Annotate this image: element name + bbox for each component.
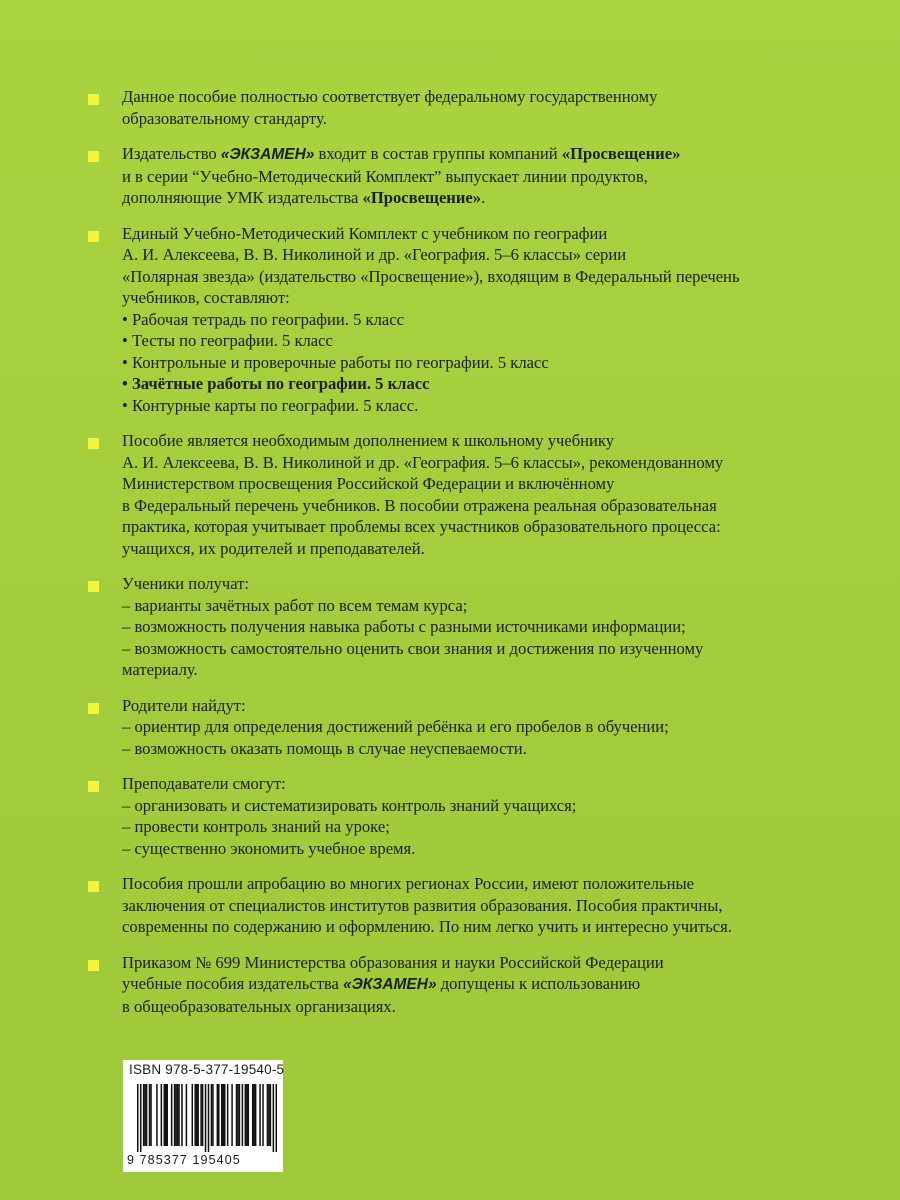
barcode-bar: [178, 1084, 180, 1146]
text-segment: – ориентир для определения достижений ребёнка и его пробелов в обучении;: [122, 717, 669, 736]
text-segment: в Федеральный перечень учебников. В пособии отражена реальная образовательная: [122, 495, 717, 515]
info-block: [88, 86, 878, 129]
square-bullet-icon: [88, 94, 99, 105]
text-segment: Приказом № 699 Министерства образования и науки Российской Федерации: [122, 952, 664, 972]
text-line: [122, 873, 878, 895]
text-line: [122, 166, 878, 188]
text-segment: – возможность самостоятельно оценить свои знания и достижения по изученному: [122, 638, 704, 658]
barcode-bar: [196, 1084, 198, 1146]
text-segment: А. И. Алексеева, В. В. Николиной и др. «География. 5–6 классы» серии: [122, 245, 627, 264]
barcode-bar: [255, 1084, 257, 1146]
barcode-bar: [245, 1084, 247, 1146]
text-segment: • Рабочая тетрадь по географии. 5 класс: [122, 309, 404, 329]
text-segment: «Просвещение»: [362, 188, 482, 207]
text-line: [122, 738, 878, 760]
barcode-bar: [177, 1084, 179, 1146]
barcode-bar: [268, 1084, 270, 1146]
text-segment: Министерством просвещения Российской Федерации и включённому: [122, 474, 615, 493]
text-segment: «Полярная звезда» (издательство «Просвещение»), входящим в Федеральный перечень: [122, 266, 740, 286]
text-segment: А. И. Алексеева, В. В. Николиной и др. «География. 5–6 классы», рекомендованному: [122, 452, 724, 472]
text-segment: • Тесты по географии. 5 класс: [122, 331, 333, 350]
text-line: [122, 352, 878, 374]
info-block: [88, 773, 878, 859]
barcode-bar: [246, 1084, 248, 1146]
square-bullet-icon: [88, 151, 99, 162]
barcode-bar: [175, 1084, 177, 1146]
text-segment: Издательство: [122, 144, 221, 163]
barcode-bar: [144, 1084, 146, 1146]
barcode-bar: [239, 1084, 241, 1146]
barcode-bar: [197, 1084, 199, 1146]
text-line: [122, 773, 878, 795]
barcode-bar: [267, 1084, 269, 1146]
info-block: [88, 952, 878, 1018]
text-segment: – существенно экономить учебное время.: [122, 838, 416, 858]
barcode-bar: [202, 1084, 204, 1146]
barcode-bar: [242, 1084, 244, 1146]
barcode-bar: [149, 1084, 151, 1146]
barcode-bar: [217, 1084, 219, 1146]
barcode-bar: [165, 1084, 167, 1146]
barcode-bar: [146, 1084, 148, 1146]
text-segment: и в серии “Учебно-Методический Комплект” выпускает линии продуктов,: [122, 166, 648, 186]
text-line: [122, 516, 878, 538]
text-line: [122, 795, 878, 817]
barcode-bar: [140, 1084, 142, 1152]
text-segment: учебные пособия издательства: [122, 974, 344, 993]
barcode-bar: [236, 1084, 238, 1146]
isbn-panel: [123, 1060, 283, 1172]
text-line: [122, 538, 878, 560]
barcode-bar: [192, 1084, 194, 1146]
text-line: [122, 143, 878, 166]
barcode-bar: [150, 1084, 152, 1146]
text-line: [122, 244, 878, 266]
barcode-bar: [166, 1084, 168, 1146]
text-line: [122, 838, 878, 860]
text-segment: входит в состав группы компаний: [314, 144, 562, 163]
square-bullet-icon: [88, 438, 99, 449]
barcode-bar: [156, 1084, 158, 1146]
text-segment: Преподаватели смогут:: [122, 774, 286, 793]
barcode-bar: [143, 1084, 145, 1146]
text-line: [122, 452, 878, 474]
text-segment: «ЭКЗАМЕН»: [220, 146, 315, 163]
text-segment: заключения от специалистов институтов развития образования. Пособия практичны,: [122, 895, 723, 915]
text-segment: • Контрольные и проверочные работы по географии. 5 класс: [122, 352, 549, 372]
barcode-bar: [194, 1084, 196, 1146]
barcode-bar: [262, 1084, 264, 1146]
text-segment: «Просвещение»: [561, 144, 681, 163]
barcode-bar: [174, 1084, 176, 1146]
text-line: [122, 108, 878, 130]
content-blocks: [88, 86, 878, 1031]
square-bullet-icon: [88, 881, 99, 892]
text-line: [122, 330, 878, 352]
text-segment: современны по содержанию и оформлению. По ним легко учить и интересно учиться.: [122, 917, 732, 936]
barcode-bar: [211, 1084, 213, 1146]
barcode-bar: [273, 1084, 275, 1152]
info-block: [88, 143, 878, 209]
text-segment: Данное пособие полностью соответствует федеральному государственному: [122, 87, 658, 106]
text-segment: Родители найдут:: [122, 695, 246, 715]
info-block: [88, 573, 878, 681]
text-segment: – организовать и систематизировать контроль знаний учащихся;: [122, 795, 577, 815]
barcode-bar: [205, 1084, 207, 1152]
text-line: [122, 395, 878, 417]
text-segment: учебников, составляют:: [122, 288, 290, 307]
barcode-bar: [270, 1084, 272, 1146]
text-line: [122, 373, 878, 395]
square-bullet-icon: [88, 960, 99, 971]
text-line: [122, 973, 878, 996]
square-bullet-icon: [88, 703, 99, 714]
text-line: [122, 309, 878, 331]
text-segment: образовательному стандарту.: [122, 108, 327, 128]
info-block: [88, 695, 878, 760]
text-segment: • Контурные карты по географии. 5 класс.: [122, 395, 419, 415]
text-segment: учащихся, их родителей и преподавателей.: [122, 538, 425, 558]
text-segment: допущены к использованию: [436, 974, 641, 993]
barcode-bar: [252, 1084, 254, 1146]
text-line: [122, 895, 878, 917]
text-line: [122, 952, 878, 974]
text-line: [122, 573, 878, 595]
text-line: [122, 266, 878, 288]
barcode-bar: [164, 1084, 166, 1146]
barcode-bar: [171, 1084, 173, 1146]
text-segment: Ученики получат:: [122, 574, 249, 593]
square-bullet-icon: [88, 231, 99, 242]
text-segment: • Зачётные работы по географии. 5 класс: [122, 374, 430, 393]
info-block: [88, 873, 878, 938]
text-segment: Пособие является необходимым дополнением к школьному учебнику: [122, 431, 615, 450]
barcode-bar: [161, 1084, 163, 1146]
barcode-bar: [221, 1084, 223, 1146]
text-segment: дополняющие УМК издательства: [122, 188, 363, 207]
text-line: [122, 473, 878, 495]
text-segment: «ЭКЗАМЕН»: [343, 976, 437, 993]
text-line: [122, 86, 878, 108]
barcode-bar: [248, 1084, 250, 1146]
barcode-bar: [276, 1084, 277, 1152]
text-line: [122, 716, 878, 738]
text-line: [122, 816, 878, 838]
text-segment: – провести контроль знаний на уроке;: [122, 817, 390, 836]
text-segment: – возможность оказать помощь в случае неуспеваемости.: [122, 738, 527, 758]
info-block: [88, 223, 878, 417]
text-segment: материалу.: [122, 660, 198, 679]
text-line: [122, 616, 878, 638]
barcode-bar: [218, 1084, 220, 1146]
text-line: [122, 695, 878, 717]
text-line: [122, 638, 878, 660]
text-segment: практика, которая учитывает проблемы всех участников образовательного процесса:: [122, 517, 721, 536]
barcode-bar: [212, 1084, 214, 1146]
barcode-bar: [259, 1084, 261, 1146]
text-line: [122, 659, 878, 681]
text-line: [122, 187, 878, 209]
barcode-bar: [237, 1084, 239, 1146]
barcode-bar: [208, 1084, 210, 1152]
text-line: [122, 996, 878, 1018]
text-segment: Пособия прошли апробацию во многих регионах России, имеют положительные: [122, 874, 695, 893]
barcode-bar: [231, 1084, 233, 1146]
text-line: [122, 595, 878, 617]
text-segment: в общеобразовательных организациях.: [122, 996, 396, 1016]
barcode-bar: [181, 1084, 183, 1146]
info-block: [88, 430, 878, 559]
text-line: [122, 430, 878, 452]
barcode-bar: [222, 1084, 224, 1146]
text-line: [122, 287, 878, 309]
barcode-bar: [253, 1084, 255, 1146]
isbn-label: ISBN 978-5-377-19540-5: [129, 1062, 285, 1077]
text-line: [122, 916, 878, 938]
barcode-bar: [186, 1084, 188, 1146]
barcode-bar: [224, 1084, 226, 1146]
text-segment: – варианты зачётных работ по всем темам курса;: [122, 595, 468, 615]
text-line: [122, 223, 878, 245]
barcode-bar: [227, 1084, 229, 1146]
text-line: [122, 495, 878, 517]
barcode: [137, 1084, 277, 1152]
barcode-digits: 9 785377 195405: [127, 1153, 241, 1167]
square-bullet-icon: [88, 781, 99, 792]
barcode-bar: [137, 1084, 139, 1152]
square-bullet-icon: [88, 581, 99, 592]
barcode-bar: [200, 1084, 202, 1146]
text-segment: – возможность получения навыка работы с разными источниками информации;: [122, 617, 686, 636]
text-segment: Единый Учебно-Методический Комплект с учебником по географии: [122, 223, 608, 243]
text-segment: .: [481, 188, 486, 207]
